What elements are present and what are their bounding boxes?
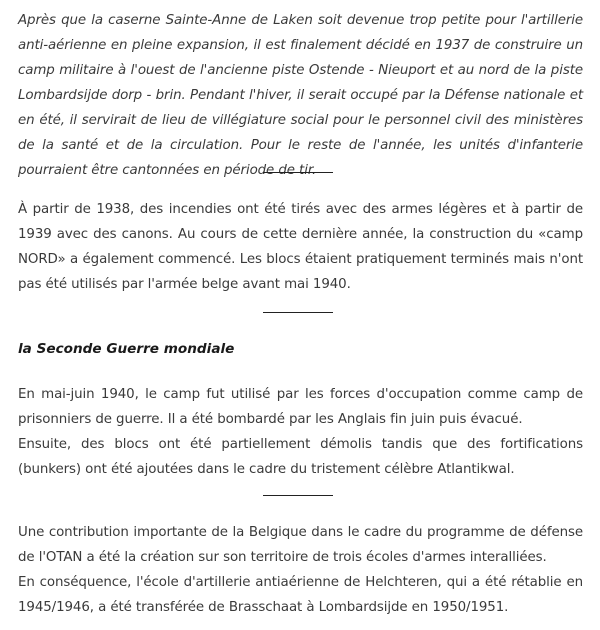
- heading-second-world-war: la Seconde Guerre mondiale: [18, 341, 235, 357]
- paragraph-1938-firing: À partir de 1938, des incendies ont été tirés avec des armes légères et à partir de 1939 avec des canons. Au cours de cette dernière année, la construction du «camp NORD» a également commencé. Les blocs étaient pratiquement terminés mais n'ont pas été utilisés par l'armée belge avant mai 1940.: [18, 202, 583, 292]
- paragraph-ww2-prison-camp: En mai-juin 1940, le camp fut utilisé par les forces d'occupation comme camp de prisonniers de guerre. Il a été bombardé par les Anglais fin juin puis évacué.: [18, 387, 583, 427]
- section-history-intro: [18, 8, 583, 183]
- paragraph-helchteren-transfer: En conséquence, l'école d'artillerie antiaérienne de Helchteren, qui a été rétablie en 1945/1946, a été transférée de Brasschaat à Lombardsijde en 1950/1951.: [18, 575, 583, 615]
- section-nato: [18, 520, 583, 620]
- section-divider: [263, 172, 333, 173]
- section-ww2: [18, 382, 583, 482]
- paragraph-camp-origin: Après que la caserne Sainte-Anne de Laken soit devenue trop petite pour l'artillerie anti-aérienne en pleine expansion, il est finalement décidé en 1937 de construire un camp militaire à l'ouest de l'ancienne piste Ostende - Nieuport et au nord de la piste Lombardsijde dorp - brin. Pendant l'hiver, il serait occupé par la Défense nationale et en été, il servirait de lieu de villégiature social pour le personnel civil des ministères de la santé et de la circulation. Pour le reste de l'année, les unités d'infanterie pourraient être cantonnées en période de tir.: [18, 13, 583, 178]
- section-divider: [263, 495, 333, 496]
- section-divider: [263, 312, 333, 313]
- paragraph-ww2-atlantikwal: Ensuite, des blocs ont été partiellement démolis tandis que des fortifications (bunkers) ont été ajoutées dans le cadre du tristement célèbre Atlantikwal.: [18, 437, 583, 477]
- paragraph-nato-schools: Une contribution importante de la Belgique dans le cadre du programme de défense de l'OTAN a été la création sur son territoire de trois écoles d'armes interalliées.: [18, 525, 583, 565]
- section-ww2-heading: [18, 337, 583, 362]
- section-1938: [18, 197, 583, 297]
